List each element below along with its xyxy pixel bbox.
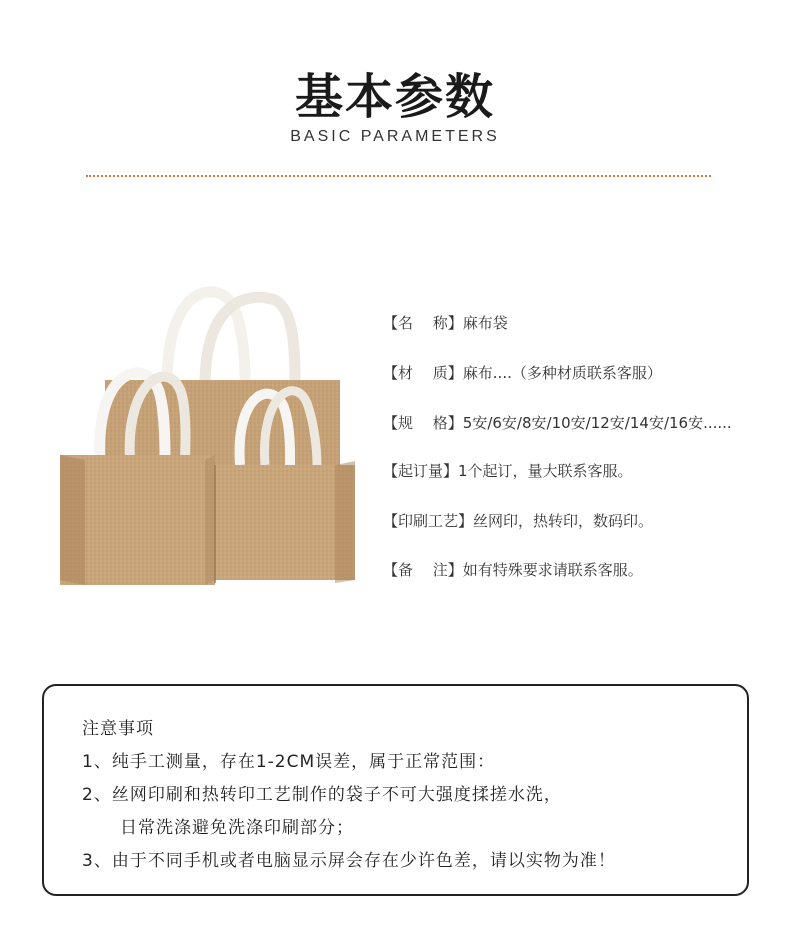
- param-row-spec: [383, 412, 732, 433]
- page-title: 基本参数: [294, 69, 495, 125]
- param-label: 【印刷工艺】: [383, 512, 474, 530]
- notice-box: [42, 684, 749, 896]
- notice-line-2-cont: 日常洗涤避免洗涤印刷部分；: [120, 818, 354, 838]
- page-subtitle: BASIC PARAMETERS: [290, 128, 500, 145]
- notice-line-3: 3、由于不同手机或者电脑显示屏会存在少许色差，请以实物为准！: [82, 851, 616, 871]
- param-row-name: [383, 312, 508, 333]
- param-row-printing: [383, 510, 653, 531]
- param-value: 麻布袋: [462, 314, 508, 332]
- param-row-remarks: [383, 559, 643, 580]
- param-label: 【名 称】: [383, 314, 463, 332]
- param-label: 【起订量】: [383, 462, 459, 480]
- notice-title: 注意事项: [82, 719, 154, 739]
- param-label: 【材 质】: [383, 364, 463, 382]
- param-value: 丝网印，热转印，数码印。: [473, 512, 654, 530]
- param-label: 【备 注】: [383, 561, 463, 579]
- param-label: 【规 格】: [383, 414, 463, 432]
- param-row-material: [383, 362, 662, 383]
- notice-line-1: 1、纯手工测量，存在1-2CM误差，属于正常范围：: [82, 752, 496, 772]
- param-value: 1个起订，量大联系客服。: [458, 462, 633, 480]
- param-value: 5安/6安/8安/10安/12安/14安/16安......: [462, 414, 732, 432]
- param-value: 麻布....（多种材质联系客服）: [462, 364, 662, 382]
- notice-line-2: 2、丝网印刷和热转印工艺制作的袋子不可大强度揉搓水洗，: [82, 785, 562, 805]
- jute-bags-image: [55, 285, 365, 590]
- param-row-moq: [383, 460, 633, 481]
- param-value: 如有特殊要求请联系客服。: [462, 561, 643, 579]
- divider: [86, 175, 711, 177]
